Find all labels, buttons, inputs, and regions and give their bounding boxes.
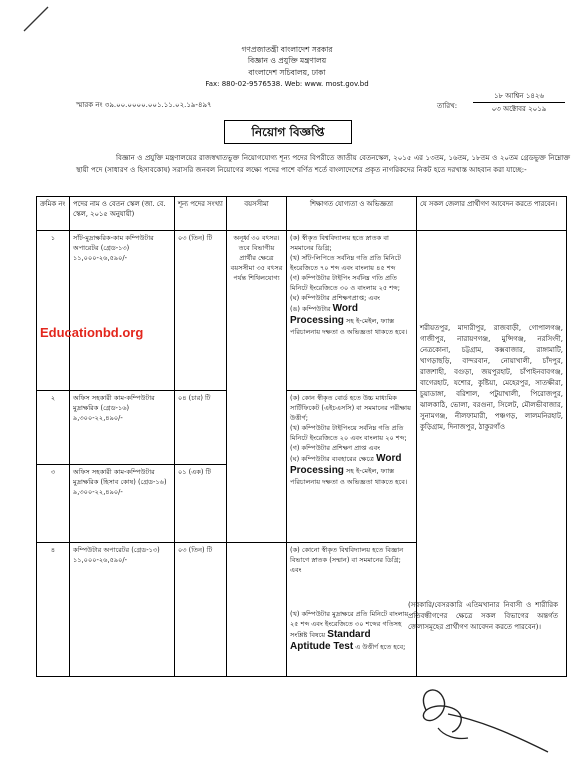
- qual-item: (গ) কম্পিউটার টাইপিং সর্বনিম্ন গতি প্রতি মিনিটে ইংরেজিতে ৩০ ও বাংলায় ২৫ শব্দ;: [290, 274, 400, 292]
- date-bangla: ১৮ আশ্বিন ১৪২৬: [473, 90, 565, 103]
- header-ministry: বিজ্ঞান ও প্রযুক্তি মন্ত্রণালয়: [247, 56, 327, 65]
- row-qualification: [287, 543, 417, 677]
- table-row: [37, 231, 567, 391]
- qual-text: সহ ই-মেইল, ফ্যাক্স পরিচালনায় দক্ষতা ও অভিজ্ঞতা থাকতে হবে।: [290, 317, 408, 336]
- qual-item: (ক) কোনো স্বীকৃত বিশ্ববিদ্যালয় হতে বিজ্ঞান বিভাগে স্নাতক (সম্মান) বা সমমানের ডিগ্রি; এবং: [290, 546, 404, 574]
- row-sl: ২: [37, 391, 70, 465]
- qual-text: (ঘ) কম্পিউটার ব্যবহারের ক্ষেত্রে: [290, 455, 374, 463]
- qual-item: (ঘ) কম্পিউটার প্রশিক্ষণপ্রাপ্ত; এবং: [290, 294, 380, 302]
- qual-item: (ক) কোন স্বীকৃত বোর্ড হতে উচ্চ মাধ্যমিক সার্টিফিকেট (এইচএসসি) বা সমমানের পরীক্ষায় উত্তীর্ণ;: [290, 394, 411, 422]
- qual-software-name: Word Processing: [290, 453, 402, 476]
- qual-item: (ক) স্বীকৃত বিশ্ববিদ্যালয় হতে স্নাতক বা সমমানের ডিগ্রি;: [290, 234, 389, 252]
- qual-text: সহ ই-মেইল, ফ্যাক্স পরিচালনায় দক্ষতা ও অভিজ্ঞতা থাকতে হবে।: [290, 467, 408, 486]
- district-list: শরীয়তপুর, মাদারীপুর, রাজবাড়ী, গোপালগঞ্জ, গাজীপুর, নারায়ণগঞ্জ, মুন্সিগঞ্জ, নরসিংদী, নেত্রকোনা, চট্টগ্রাম, কক্সবাজার, রাঙ্গামাটি, খাগড়াছড়ি, বান্দরবান, নোয়াখালী, চাঁদপুর, রাজশাহী, বগুড়া, জয়পুরহাট, চাঁপাইনবাবগঞ্জ, বাগেরহাট, যশোর, কুষ্টিয়া, মেহেরপুর, সাতক্ষীরা, চুয়াডাঙ্গা, বরিশাল, পটুয়াখালী, পিরোজপুর, ঝালকাঠি, ভোলা, বরগুনা, সিলেট, মৌলভীবাজার, সুনামগঞ্জ, নীলফামারী, পঞ্চগড়, লালমনিরহাট, কুড়িগ্রাম, দিনাজপুর, ঠাকুরগাঁও: [420, 324, 563, 431]
- row-sl: ৪: [37, 543, 70, 677]
- date-english: ০৩ অক্টোবর ২০১৯: [491, 105, 547, 113]
- row-vacancy: ০৩ (তিন) টি: [175, 231, 227, 391]
- date-block: [473, 90, 565, 115]
- row-qualification: [287, 391, 417, 543]
- intro-paragraph: বিজ্ঞান ও প্রযুক্তি মন্ত্রণালয়ের রাজস্বখাতভুক্ত নিয়োগযোগ্য শূন্য পদের বিপরীতে জাতীয় বেতনস্কেল, ২০১৫ এর ১৩তম, ১৬তম, ১৮তম ও ২০তম গ্রেডভুক্ত নিম্নোক্ত স্থায়ী পদে (সাধারণ ও হিসাবকোষ) সরাসরি জনবল নিয়োগের লক্ষ্যে পদের পাশে বর্ণিত শর্তে বাংলাদেশের প্রকৃত নাগরিকদের নিকট হতে দরখাস্ত আহবান করা যাচ্ছে:-: [76, 154, 570, 174]
- pen-mark-graphic: [22, 4, 52, 34]
- row-vacancy: ০৪ (চার) টি: [175, 391, 227, 465]
- col-header-districts: যে সকল জেলার প্রার্থীগণ আবেদন করতে পারবেন।: [417, 197, 567, 231]
- signature-graphic: [408, 680, 558, 756]
- qual-item: (গ) কম্পিউটার প্রশিক্ষণ প্রাপ্ত এবং: [290, 444, 381, 452]
- header-government: গণপ্রজাতন্ত্রী বাংলাদেশ সরকার: [241, 45, 333, 54]
- qual-test-name: Standard Aptitude Test: [290, 629, 371, 652]
- row-age-empty: [227, 543, 287, 677]
- header-contact: Fax: 880-02-9576538. Web: www. most.gov.bd: [205, 80, 369, 88]
- memo-number: স্মারক নং ৩৯.০০.০০০০.০০১.১১.০২.১৯-৪৯৭: [76, 101, 212, 109]
- col-header-sl: ক্রমিক নং: [37, 197, 70, 231]
- row-post: কম্পিউটার অপারেটর (গ্রেড-১৩) ১১,০০০-২৬,৫৯০/-: [70, 543, 175, 677]
- col-header-vacancy: শূন্য পদের সংখ্যা: [175, 197, 227, 231]
- qual-item: [290, 609, 413, 653]
- col-header-qualification: শিক্ষাগত যোগ্যতা ও অভিজ্ঞতা: [287, 197, 417, 231]
- qual-item: [290, 303, 413, 337]
- qual-text: এ উত্তীর্ণ হতে হবে;: [355, 643, 406, 651]
- row-vacancy: ০১ (এক) টি: [175, 465, 227, 543]
- gov-note: (সরকারি/বেসরকারি এতিমখানার নিবাসী ও শারীরিক প্রতিবন্ধীগণের ক্ষেত্রে সকল বিভাগের অন্তর্গত জেলাসমূহের প্রার্থীগণ আবেদন করতে পারবেন)।: [408, 601, 558, 631]
- row-qualification: [287, 231, 417, 391]
- col-header-age: বয়সসীমা: [227, 197, 287, 231]
- qual-item: (খ) কম্পিউটার টাইপিংয়ে সর্বনিম্ন গতি প্রতি মিনিটে ইংরেজিতে ২০ এবং বাংলায় ২০ শব্দ;: [290, 424, 407, 442]
- qual-item: [290, 453, 413, 487]
- page-title: নিয়োগ বিজ্ঞপ্তি: [224, 120, 352, 144]
- col-header-post: পদের নাম ও বেতন স্কেল (জা. বে. স্কেল, ২০১৫ অনুযায়ী): [70, 197, 175, 231]
- row-sl: ১: [37, 231, 70, 391]
- row-age: অনূর্ধ্ব ৩০ বৎসর। তবে বিভাগীয় প্রার্থীর ক্ষেত্রে বয়সসীমা ৩৫ বৎসর পর্যন্ত শিথিলযোগ্য: [227, 231, 287, 543]
- watermark-text: Educationbd.org: [40, 325, 144, 340]
- qual-software-name: Word Processing: [290, 303, 358, 326]
- qual-item: (খ) সাঁট-লিপিতে সর্বনিম্ন গতি প্রতি মিনিটে ইংরেজিতে ৭০ শব্দ এবং বাংলায় ৪৫ শব্দ: [290, 254, 401, 272]
- row-post: সাঁট-মুদ্রাক্ষরিক-কাম কম্পিউটার অপারেটর (গ্রেড-১৩) ১১,০০০-২৬,৫৯০/-: [70, 231, 175, 391]
- date-label: তারিখ:: [437, 102, 458, 110]
- qual-text: (খ) কম্পিউটার মুদ্রাক্ষরে প্রতি মিনিটে বাংলায় ২৫ শব্দ এবং ইংরেজিতে ৩০ শব্দের গতিসহ সংশ্লিষ্ট বিষয়ে: [290, 610, 409, 639]
- row-sl: ৩: [37, 465, 70, 543]
- row-vacancy: ০৩ (তিন) টি: [175, 543, 227, 677]
- row-post: অফিস সহকারী কাম-কম্পিউটার মুদ্রাক্ষরিক (হিসাব কোষ) (গ্রেড-১৬) ৯,৩০০-২২,৪৯০/-: [70, 465, 175, 543]
- row-post: অফিস সহকারী কাম-কম্পিউটার মুদ্রাক্ষরিক (গ্রেড-১৬) ৯,৩০০-২২,৪৯০/-: [70, 391, 175, 465]
- table-header-row: [37, 197, 567, 231]
- header-secretariat: বাংলাদেশ সচিবালয়, ঢাকা: [248, 68, 326, 77]
- qual-text: (ঙ) কম্পিউটার: [290, 305, 331, 313]
